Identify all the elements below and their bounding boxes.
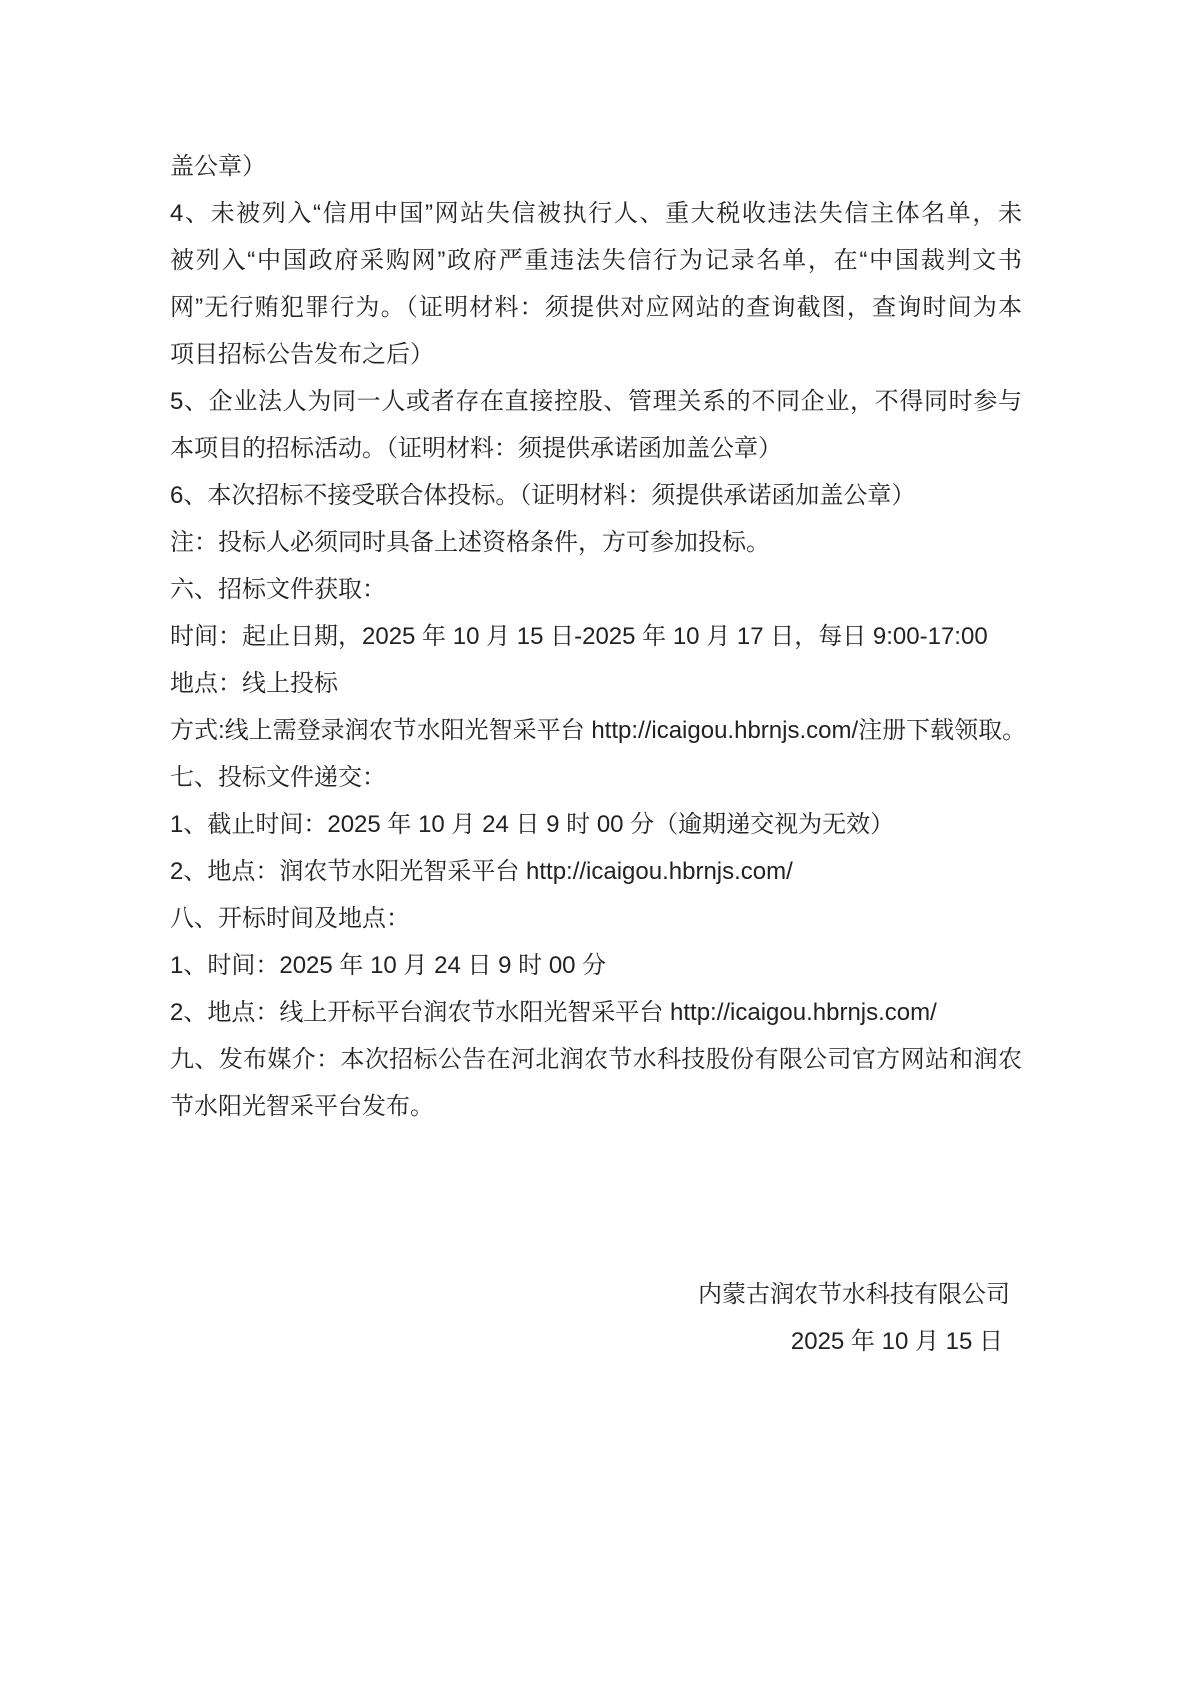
document-line: 5、企业法人为同一人或者存在直接控股、管理关系的不同企业，不得同时参与 bbox=[170, 388, 1022, 415]
signature-date: 2025 年 10 月 15 日 bbox=[790, 1328, 1003, 1355]
document-line: 九、发布媒介：本次招标公告在河北润农节水科技股份有限公司官方网站和润农 bbox=[170, 1046, 1022, 1073]
document-line: 1、时间：2025 年 10 月 24 日 9 时 00 分 bbox=[170, 952, 607, 979]
document-line: 被列入“中国政府采购网”政府严重违法失信行为记录名单，在“中国裁判文书 bbox=[170, 247, 1022, 274]
document-line: 1、截止时间：2025 年 10 月 24 日 9 时 00 分（逾期递交视为无效） bbox=[170, 811, 895, 838]
document-line: 注：投标人必须同时具备上述资格条件，方可参加投标。 bbox=[170, 529, 770, 556]
document-line: 八、开标时间及地点： bbox=[170, 905, 410, 932]
document-line: 4、未被列入“信用中国”网站失信被执行人、重大税收违法失信主体名单，未 bbox=[170, 200, 1022, 227]
document-line: 网”无行贿犯罪行为。（证明材料：须提供对应网站的查询截图，查询时间为本 bbox=[170, 294, 1022, 321]
document-line: 6、本次招标不接受联合体投标。（证明材料：须提供承诺函加盖公章） bbox=[170, 482, 916, 509]
document-line: 2、地点：线上开标平台润农节水阳光智采平台 http://icaigou.hbrnjs.com/ bbox=[170, 999, 937, 1026]
document-line: 本项目的招标活动。（证明材料：须提供承诺函加盖公章） bbox=[170, 435, 782, 462]
document-line: 方式:线上需登录润农节水阳光智采平台 http://icaigou.hbrnjs.com/注册下载领取。 bbox=[170, 717, 1027, 744]
document-line: 盖公章） bbox=[170, 153, 266, 180]
signature-company: 内蒙古润农节水科技有限公司 bbox=[698, 1281, 1010, 1308]
document-line: 六、招标文件获取： bbox=[170, 576, 386, 603]
document-line: 七、投标文件递交： bbox=[170, 764, 386, 791]
document-line: 2、地点：润农节水阳光智采平台 http://icaigou.hbrnjs.com/ bbox=[170, 858, 793, 885]
document-line: 项目招标公告发布之后） bbox=[170, 341, 434, 368]
document-line: 地点：线上投标 bbox=[170, 670, 338, 697]
document-line: 时间：起止日期，2025 年 10 月 15 日-2025 年 10 月 17 日，每日 9:00-17:00 bbox=[170, 623, 988, 650]
document-line: 节水阳光智采平台发布。 bbox=[170, 1093, 434, 1120]
